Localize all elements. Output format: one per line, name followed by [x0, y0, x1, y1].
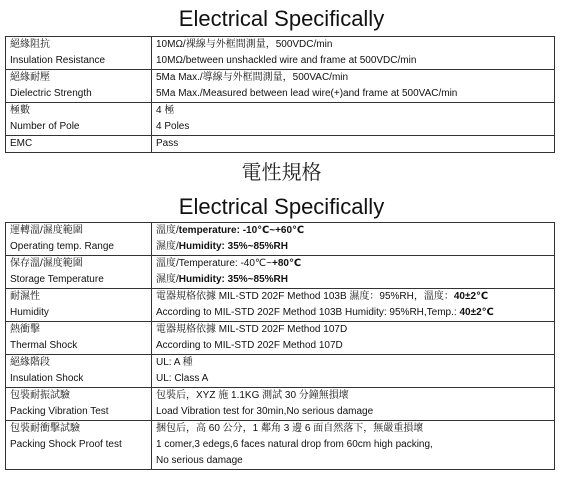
spec-value-line: UL: A 種 [156, 357, 193, 368]
spec-value-line: According to MIL-STD 202F Method 107D [156, 340, 343, 351]
spec-key-en: Packing Shock Proof test [10, 439, 122, 450]
spec-value-line: UL: Class A [156, 373, 209, 384]
value-text-bold: Humidity: 35%~85%RH [178, 274, 288, 285]
spec-value-line: 包裝后，XYZ 施 1.1KG 測試 30 分鐘無損壞 [156, 390, 349, 401]
table-row [6, 289, 555, 322]
spec-key-en: Operating temp. Range [10, 241, 114, 252]
spec-value [152, 388, 555, 421]
spec-value-line: Load Vibration test for 30min,No serious damage [156, 406, 374, 417]
spec-key-en: Insulation Resistance [10, 55, 106, 66]
spec-key-cn: 熱衝擊 [10, 324, 40, 335]
spec-value [152, 103, 555, 136]
spec-key-cn: 極數 [10, 105, 30, 116]
table-row [6, 103, 555, 136]
table-row [6, 37, 555, 70]
spec-key-cn: 保存溫/濕度範圍 [10, 258, 83, 269]
spec-key-en: Insulation Shock [10, 373, 84, 384]
value-text: 電器規格依據 MIL-STD 202F Method 103B 濕度：95%RH，溫度： [156, 291, 454, 302]
value-text-bold: +80℃ [272, 258, 302, 269]
spec-key-cn: 絕緣階段 [10, 357, 50, 368]
table-row [6, 388, 555, 421]
spec-key [6, 223, 152, 256]
spec-key-cn: 包裝耐振試驗 [10, 390, 70, 401]
spec-key-cn: 包裝耐衝擊試驗 [10, 423, 80, 434]
spec-value [152, 355, 555, 388]
spec-key [6, 355, 152, 388]
spec-key [6, 322, 152, 355]
value-text: 溫度/ [156, 225, 179, 236]
spec-value-line: 捆包后，高 60 公分，1 鄰角 3 邊 6 面自然落下，無嚴重損壞 [156, 423, 424, 434]
spec-value-line [156, 272, 550, 288]
spec-value-line [156, 239, 550, 255]
spec-value-line [156, 305, 550, 321]
electrical-spec-table [5, 36, 555, 153]
spec-key-en: Thermal Shock [10, 340, 78, 351]
page-title-bottom: Electrical Specifically [178, 194, 385, 219]
spec-value-line: 5Ma Max./Measured between lead wire(+)and frame at 500VAC/min [156, 88, 458, 99]
spec-value-line: Pass [156, 138, 179, 149]
spec-value-line: 4 Poles [156, 121, 190, 132]
spec-value [152, 421, 555, 470]
spec-value-line: 5Ma Max./導線与外框間測量，500VAC/min [156, 72, 349, 83]
spec-key-cn: 絕緣阻抗 [10, 39, 50, 50]
table-row [6, 355, 555, 388]
spec-key-en: Packing Vibration Test [10, 406, 109, 417]
spec-key-en: Number of Pole [10, 121, 80, 132]
spec-value [152, 37, 555, 70]
spec-key-en: EMC [10, 138, 33, 149]
spec-key [6, 421, 152, 470]
spec-value-line [156, 256, 550, 272]
spec-value-line [156, 289, 550, 305]
value-text: 濕度/ [156, 241, 179, 252]
value-text: 濕度/ [156, 274, 179, 285]
value-text-bold: 40±2℃ [453, 291, 489, 302]
spec-key [6, 136, 152, 153]
spec-key [6, 289, 152, 322]
table-row [6, 223, 555, 256]
spec-value [152, 136, 555, 153]
spec-value-line: 10MΩ/between unshackled wire and frame at 500VDC/min [156, 55, 417, 66]
spec-value-line: 電器規格依據 MIL-STD 202F Method 107D [156, 324, 348, 335]
table-row [6, 322, 555, 355]
spec-key-cn: 絕緣耐壓 [10, 72, 50, 83]
table-row [6, 70, 555, 103]
spec-key-cn: 耐濕性 [10, 291, 40, 302]
spec-key [6, 37, 152, 70]
spec-value [152, 289, 555, 322]
spec-key-en: Humidity [10, 307, 49, 318]
spec-value-line: 1 comer,3 edegs,6 faces natural drop from 60cm high packing, [156, 439, 433, 450]
spec-value [152, 256, 555, 289]
table-row [6, 421, 555, 470]
environment-spec-table [5, 222, 555, 470]
value-text: 溫度/Temperature: -40℃~ [156, 258, 272, 269]
value-text-bold: temperature: -10℃~+60℃ [178, 225, 305, 236]
spec-value-line [156, 223, 550, 239]
spec-value [152, 70, 555, 103]
spec-key-cn: 運轉溫/濕度範圍 [10, 225, 83, 236]
section-subtitle-cn: 電性規格 [241, 160, 322, 184]
value-text-bold: Humidity: 35%~85%RH [178, 241, 288, 252]
spec-value-line: 4 極 [156, 105, 175, 116]
table-row [6, 136, 555, 153]
spec-value-line: No serious damage [156, 455, 243, 466]
spec-value [152, 223, 555, 256]
value-text: According to MIL-STD 202F Method 103B Humidity: 95%RH,Temp.: [156, 307, 460, 318]
value-text-bold: 40±2℃ [459, 307, 494, 318]
table-row [6, 256, 555, 289]
spec-value-line: 10MΩ/裸線与外框間測量，500VDC/min [156, 39, 333, 50]
spec-value [152, 322, 555, 355]
spec-key [6, 70, 152, 103]
spec-key-en: Dielectric Strength [10, 88, 92, 99]
spec-key [6, 256, 152, 289]
page-title-top: Electrical Specifically [178, 6, 385, 31]
spec-key [6, 388, 152, 421]
spec-key [6, 103, 152, 136]
spec-key-en: Storage Temperature [10, 274, 104, 285]
